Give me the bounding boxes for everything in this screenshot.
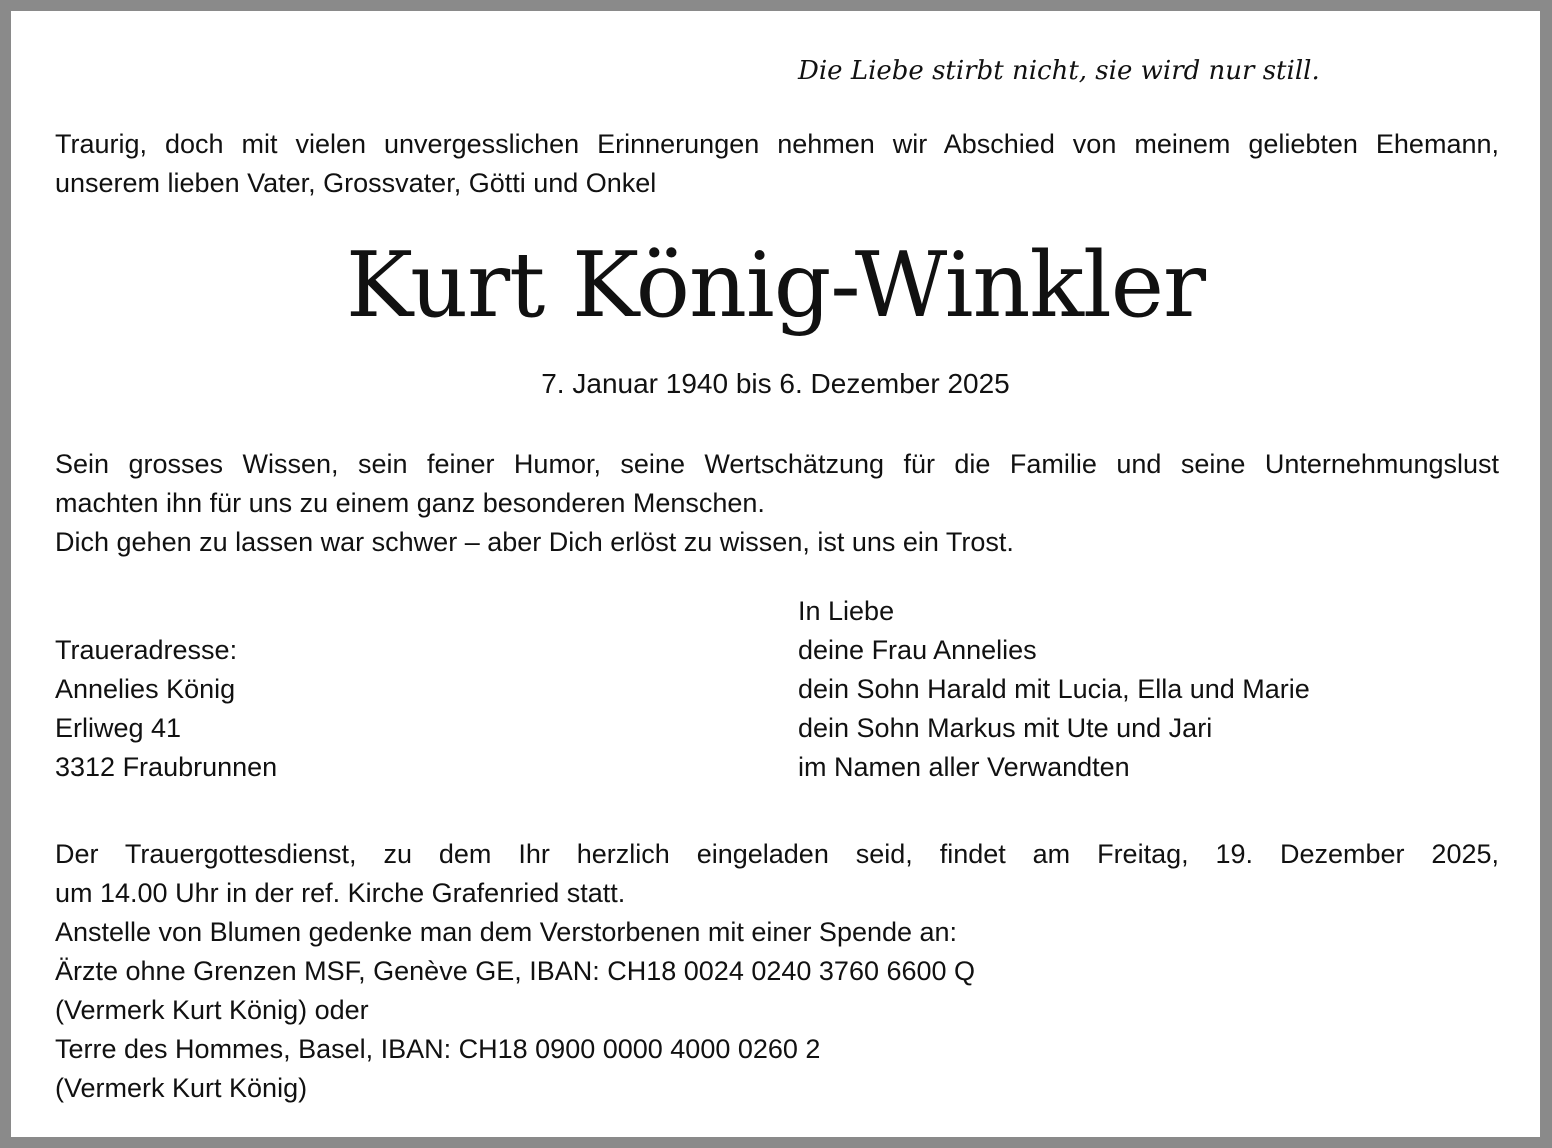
tribute-line: machten ihn für uns zu einem ganz besonderen Menschen. xyxy=(55,488,765,518)
donation-line: Anstelle von Blumen gedenke man dem Verstorbenen mit einer Spende an: xyxy=(55,917,958,947)
address-line: Traueradresse: xyxy=(55,635,238,665)
life-dates: 7. Januar 1940 bis 6. Dezember 2025 xyxy=(541,368,1010,399)
address-line: Erliweg 41 xyxy=(55,713,182,743)
family-line: dein Sohn Harald mit Lucia, Ella und Marie xyxy=(798,674,1310,704)
donation-line: Ärzte ohne Grenzen MSF, Genève GE, IBAN: CH18 0024 0240 3760 6600 Q xyxy=(55,956,976,986)
deceased-name: Kurt König-Winkler xyxy=(345,233,1206,338)
donation-line: (Vermerk Kurt König) oder xyxy=(55,995,369,1025)
tribute-line: Dich gehen zu lassen war schwer – aber Dich erlöst zu wissen, ist uns ein Trost. xyxy=(55,527,1014,557)
intro-line: unserem lieben Vater, Grossvater, Götti und Onkel xyxy=(55,168,657,198)
donation-line: (Vermerk Kurt König) xyxy=(55,1073,308,1103)
intro-text xyxy=(55,125,1499,203)
service-announcement xyxy=(55,835,1499,913)
donation-info xyxy=(55,913,975,1108)
donation-line: Terre des Hommes, Basel, IBAN: CH18 0900 0000 4000 0260 2 xyxy=(55,1034,821,1064)
family-line: deine Frau Annelies xyxy=(798,635,1037,665)
family-line: dein Sohn Markus mit Ute und Jari xyxy=(798,713,1213,743)
family-line: im Namen aller Verwandten xyxy=(798,752,1130,782)
tribute-line: Sein grosses Wissen, sein feiner Humor, seine Wertschätzung für die Familie und seine Unternehmungslust xyxy=(55,449,1499,479)
tribute-text xyxy=(55,445,1499,562)
obituary-page xyxy=(11,11,1540,1137)
address-line: 3312 Fraubrunnen xyxy=(55,752,278,782)
motto: Die Liebe stirbt nicht, sie wird nur still. xyxy=(798,56,1320,86)
intro-line: Traurig, doch mit vielen unvergesslichen Erinnerungen nehmen wir Abschied von meinem geliebten Ehemann, xyxy=(55,129,1499,159)
family-signature xyxy=(798,592,1310,787)
family-line: In Liebe xyxy=(798,596,895,626)
service-line: Der Trauergottesdienst, zu dem Ihr herzlich eingeladen seid, findet am Freitag, 19. Dezember 2025, xyxy=(55,839,1499,869)
address-line: Annelies König xyxy=(55,674,236,704)
mourning-address xyxy=(55,631,277,787)
service-line: um 14.00 Uhr in der ref. Kirche Grafenried statt. xyxy=(55,878,626,908)
